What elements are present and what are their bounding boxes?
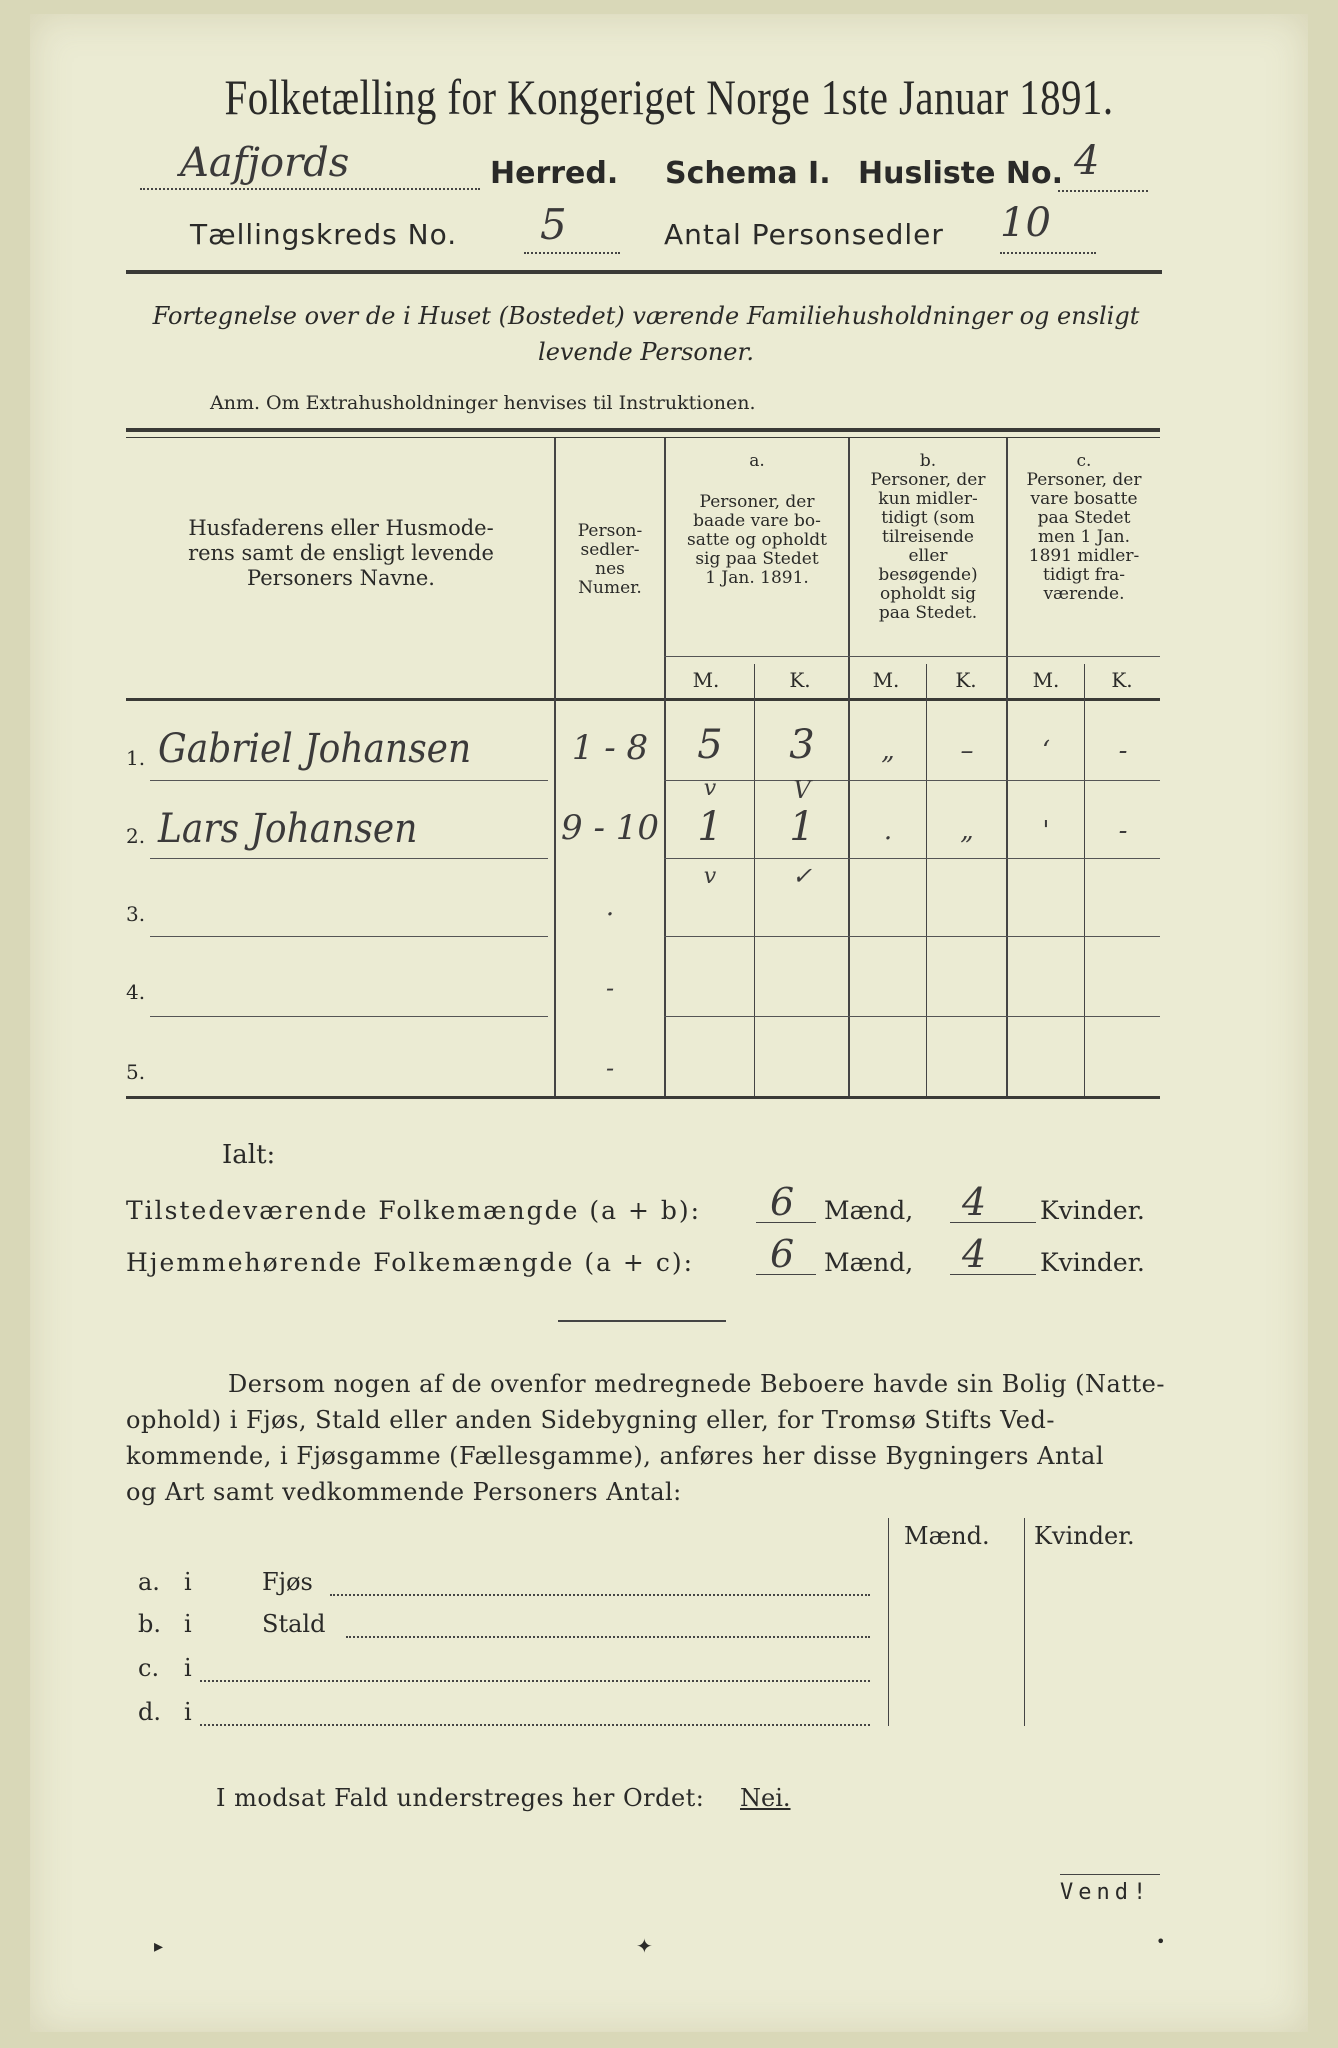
- row-a-k: ✓: [791, 862, 813, 890]
- anm-note: Anm. Om Extrahusholdninger henvises til Instruktionen.: [210, 392, 756, 414]
- modsat-fald-text: I modsat Fald understreges her Ordet:: [216, 1784, 705, 1812]
- row-number: 3.: [126, 902, 146, 926]
- hjemme-kvinder-value: 4: [962, 1232, 987, 1276]
- buildings-maend-header: Mænd.: [904, 1522, 990, 1550]
- row-a-k: 3: [789, 722, 815, 768]
- tilstede-maend-label: Mænd,: [824, 1196, 914, 1225]
- row-1-rule: [150, 780, 548, 781]
- row-person-numbers: -: [605, 1054, 615, 1082]
- ialt-label: Ialt:: [222, 1140, 276, 1170]
- item-dotted-field: [200, 1704, 870, 1726]
- hjemme-maend-label: Mænd,: [824, 1248, 914, 1277]
- vend-rule: [1060, 1874, 1160, 1875]
- col-header-b: b. Personer, der kun midler- tidigt (som tilreisende eller besøgende) opholdt sig paa Stedet.: [870, 451, 986, 623]
- item-label: Stald: [262, 1610, 326, 1638]
- herred-label: Herred.: [490, 156, 619, 191]
- col-divider-c-mk: [1084, 664, 1085, 1096]
- tilstede-kvinder-label: Kvinder.: [1040, 1196, 1145, 1225]
- col-header-c: c. Personer, der vare bosatte paa Stedet men 1 Jan. 1891 midler- tidigt fra- værende.: [1026, 451, 1142, 604]
- row-4-rule: [150, 1016, 548, 1017]
- buildings-paragraph: Dersom nogen af de ovenfor medregnede Beboere havde sin Bolig (Natte- ophold) i Fjøs, Stald eller anden Sidebygning eller, for Tromsø Stifts Ved- kommende, i Fjøsgamme (Fællesgamme), anføres her disse Bygningers Antal og Art samt vedkommende Personers Antal:: [126, 1370, 1165, 1506]
- item-letter: b.: [138, 1610, 161, 1638]
- row-2-rule: [150, 858, 548, 859]
- tilstede-maend-value: 6: [770, 1180, 795, 1224]
- herred-name: Aafjords: [180, 140, 350, 186]
- row-a-m: v: [703, 864, 717, 889]
- hjemme-label: Hjemmehørende Folkemængde (a + c):: [126, 1248, 694, 1277]
- row-name: Lars Johansen: [158, 806, 418, 852]
- hjemme-maend-value: 6: [770, 1232, 795, 1276]
- row-number: 4.: [126, 980, 146, 1004]
- tilstede-kvinder-value: 4: [962, 1180, 987, 1224]
- col-divider-a-mk: [754, 664, 755, 1096]
- a-k-label: K.: [789, 668, 811, 692]
- c-m-label: M.: [1032, 668, 1060, 692]
- hjemme-kvinder-label: Kvinder.: [1040, 1248, 1145, 1277]
- row-2-rule-right: [664, 858, 1160, 859]
- buildings-col-divider-2: [1024, 1518, 1025, 1726]
- row-b-k: „: [960, 816, 974, 846]
- b-k-label: K.: [955, 668, 977, 692]
- husliste-field: [1058, 160, 1148, 192]
- section-divider: [558, 1320, 726, 1322]
- row-3-rule: [150, 936, 548, 937]
- item-i: i: [184, 1610, 192, 1638]
- kreds-label: Tællingskreds No.: [190, 218, 458, 251]
- col-header-names: Husfaderens eller Husmode- rens samt de ensligt levende Personers Navne.: [188, 516, 494, 590]
- col-header-numbers: Person- sedler- nes Numer.: [577, 521, 643, 598]
- table-header-rule: [126, 698, 1160, 701]
- schema-label: Schema I.: [665, 156, 831, 191]
- row-b-m: .: [883, 816, 893, 846]
- item-dotted-field: [200, 1660, 870, 1682]
- nei-word: Nei.: [740, 1784, 791, 1812]
- row-c-m: ': [1042, 816, 1050, 846]
- vend-label: Vend!: [1060, 1880, 1152, 1905]
- row-name: Gabriel Johansen: [158, 726, 472, 772]
- row-a-m: 1: [697, 804, 723, 850]
- row-person-numbers: 9 - 10: [561, 808, 659, 848]
- header-rule: [126, 270, 1162, 274]
- kreds-number: 5: [540, 200, 567, 249]
- kreds-field: [524, 222, 620, 254]
- form-title: Folketælling for Kongeriget Norge 1ste Januar 1891.: [224, 69, 1114, 125]
- intro-line-1: Fortegnelse over de i Huset (Bostedet) værende Familiehusholdninger og ensligt: [152, 302, 1140, 330]
- center-mark: ✦: [636, 1934, 653, 1958]
- antal-value: 10: [1000, 200, 1051, 246]
- item-i: i: [184, 1568, 192, 1596]
- col-header-a: a. Personer, der baade vare bo- satte og opholdt sig paa Stedet 1 Jan. 1891.: [687, 451, 827, 588]
- a-m-label: M.: [692, 668, 720, 692]
- col-divider-b-mk: [926, 664, 927, 1096]
- row-a-m: 5: [697, 722, 723, 768]
- husliste-number: 4: [1074, 138, 1100, 184]
- row-4-rule-right: [664, 1016, 1160, 1017]
- row-person-numbers: -: [605, 974, 615, 1002]
- c-k-label: K.: [1111, 668, 1133, 692]
- row-person-numbers: .: [605, 892, 615, 922]
- row-3-rule-right: [664, 936, 1160, 937]
- tilstede-label: Tilstedeværende Folkemængde (a + b):: [126, 1196, 702, 1225]
- row-c-k: -: [1118, 816, 1128, 846]
- row-number: 1.: [126, 746, 146, 770]
- row-1-check-am: v: [703, 776, 717, 801]
- item-label: Fjøs: [262, 1568, 313, 1596]
- table-bottom-rule: [126, 1096, 1160, 1099]
- item-dotted-field: [346, 1616, 870, 1638]
- row-number: 2.: [126, 824, 146, 848]
- corner-mark-left: ▸: [154, 1936, 164, 1957]
- buildings-kvinder-header: Kvinder.: [1034, 1522, 1135, 1550]
- buildings-col-divider-1: [888, 1518, 889, 1726]
- row-c-k: -: [1118, 736, 1128, 766]
- row-person-numbers: 1 - 8: [571, 728, 649, 768]
- row-b-k: –: [960, 736, 974, 766]
- row-b-m: „: [881, 736, 895, 766]
- row-1-check-ak: V: [793, 776, 811, 804]
- husliste-label: Husliste No.: [858, 156, 1063, 191]
- b-m-label: M.: [872, 668, 900, 692]
- row-a-k: 1: [789, 804, 815, 850]
- item-i: i: [184, 1698, 192, 1726]
- item-letter: c.: [138, 1654, 160, 1682]
- table-top-rule-thin: [126, 437, 1160, 438]
- table-top-rule: [126, 428, 1160, 432]
- item-letter: a.: [138, 1568, 160, 1596]
- intro-line-2: levende Personer.: [538, 338, 754, 366]
- antal-label: Antal Personsedler: [664, 218, 944, 251]
- item-letter: d.: [138, 1698, 161, 1726]
- item-i: i: [184, 1654, 192, 1682]
- item-dotted-field: [330, 1574, 870, 1596]
- mk-header-rule: [664, 656, 1160, 657]
- corner-mark-right: •: [1156, 1932, 1166, 1951]
- row-c-m: ‘: [1041, 736, 1051, 766]
- row-number: 5.: [126, 1060, 146, 1084]
